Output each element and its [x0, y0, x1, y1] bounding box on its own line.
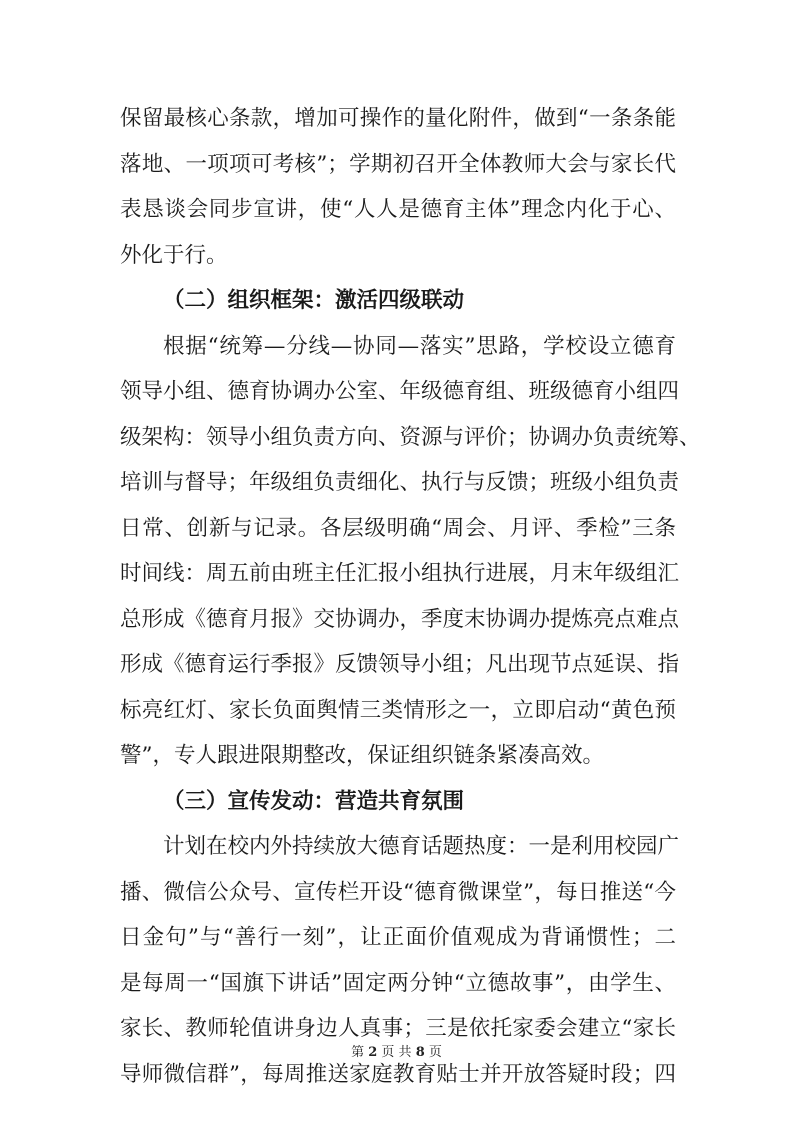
paragraph-line: 家长、教师轮值讲身边人真事；三是依托家委会建立“家长: [120, 1016, 676, 1041]
paragraph-line: 表恳谈会同步宣讲，使“人人是德育主体”理念内化于心、: [120, 197, 676, 222]
page-footer: [0, 1041, 793, 1060]
document-body: [120, 96, 701, 1097]
footer-suffix: 页: [428, 1045, 442, 1060]
current-page-number: 2: [368, 1045, 378, 1060]
paragraph-line: 落地、一项项可考核”；学期初召开全体教师大会与家长代: [120, 151, 676, 177]
paragraph-line: 总形成《德育月报》交协调办，季度末协调办提炼亮点难点: [120, 606, 680, 632]
section-heading-organization: （二）组织框架：激活四级联动: [163, 288, 465, 313]
paragraph-line: 日常、创新与记录。各层级明确“周会、月评、季检”三条: [120, 515, 676, 541]
footer-middle: 页 共: [381, 1045, 412, 1060]
paragraph-line: 领导小组、德育协调办公室、年级德育组、班级德育小组四: [120, 379, 680, 404]
paragraph-line: 警”，专人跟进限期整改，保证组织链条紧凑高效。: [120, 743, 604, 768]
paragraph-line: 日金句”与“善行一刻”，让正面价值观成为背诵惯性；二: [120, 925, 676, 950]
paragraph-line: 是每周一“国旗下讲话”固定两分钟“立德故事”，由学生、: [120, 970, 676, 996]
paragraph-line: 时间线：周五前由班主任汇报小组执行进展，月末年级组汇: [120, 561, 680, 586]
paragraph-line: 标亮红灯、家长负面舆情三类情形之一，立即启动“黄色预: [120, 697, 676, 723]
paragraph-line: 级架构：领导小组负责方向、资源与评价；协调办负责统筹、: [120, 424, 701, 450]
paragraph-line: 计划在校内外持续放大德育话题热度：一是利用校园广: [163, 834, 680, 859]
paragraph-line: 形成《德育运行季报》反馈领导小组；凡出现节点延误、指: [120, 652, 680, 677]
paragraph-line: 播、微信公众号、宣传栏开设“德育微课堂”，每日推送“今: [120, 879, 676, 905]
paragraph-line: 导师微信群”，每周推送家庭教育贴士并开放答疑时段；四: [120, 1061, 676, 1087]
paragraph-line: 根据“统筹—分线—协同—落实”思路，学校设立德育: [163, 333, 676, 359]
paragraph-line: 培训与督导；年级组负责细化、执行与反馈；班级小组负责: [120, 470, 680, 495]
footer-prefix: 第: [351, 1045, 365, 1060]
paragraph-line: 保留最核心条款，增加可操作的量化附件，做到“一条条能: [120, 106, 676, 131]
total-page-count: 8: [415, 1045, 425, 1060]
paragraph-line: 外化于行。: [120, 242, 228, 268]
section-heading-publicity: （三）宣传发动：营造共育氛围: [163, 788, 465, 814]
